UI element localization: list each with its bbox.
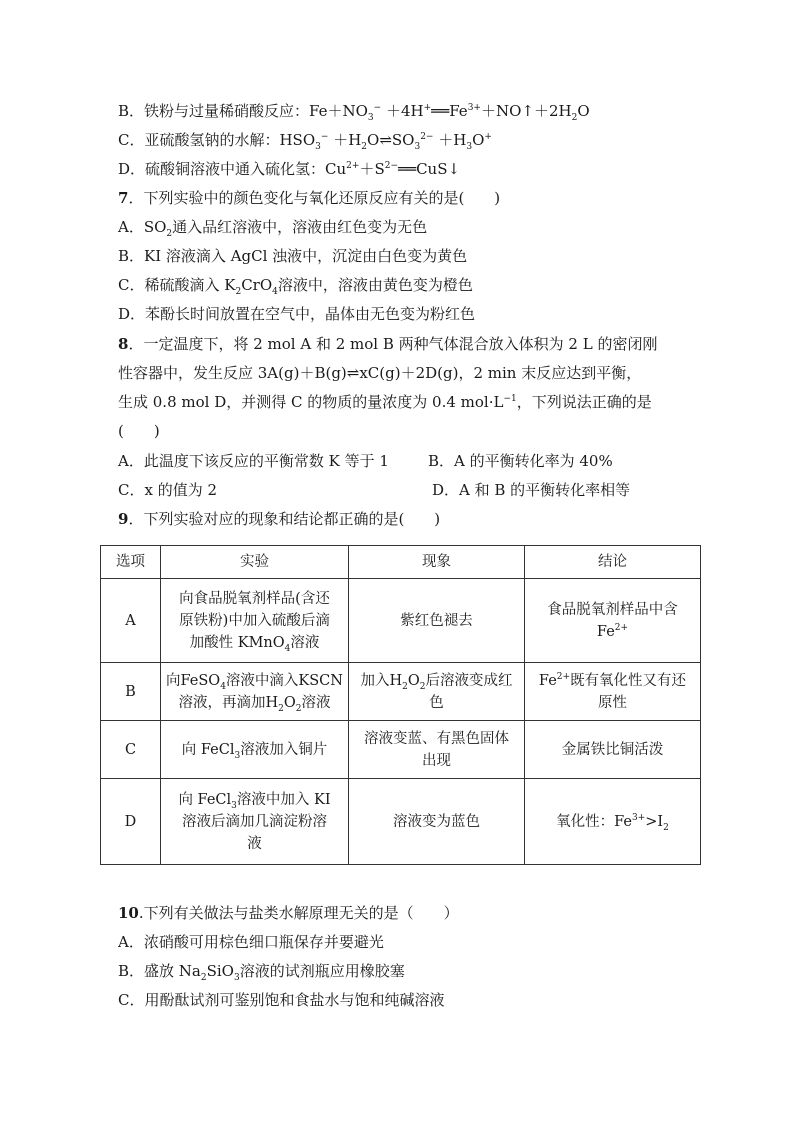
table-row bbox=[101, 721, 701, 779]
header-experiment: 实验 bbox=[161, 546, 349, 579]
table-header-row bbox=[101, 546, 701, 579]
row-experiment: 向食品脱氧剂样品(含还 原铁粉)中加入硫酸后滴 加酸性 KMnO$_4$溶液 bbox=[161, 579, 349, 663]
row-option: C bbox=[101, 721, 161, 779]
row-conclusion: 氧化性：$Fe^{3+}>I_2$ bbox=[525, 779, 701, 865]
row-experiment: 向 FeCl$_3$溶液加入铜片 bbox=[161, 721, 349, 779]
q7-number: 7 bbox=[118, 189, 129, 207]
row-experiment: 向FeSO$_4$溶液中滴入KSCN 溶液，再滴加$H_2O_2$溶液 bbox=[161, 663, 349, 721]
q8-stem-line2: 性容器中，发生反应 3A(g)＋B(g)⇌xC(g)＋2D(g)，2 min 末反应达到平衡， bbox=[118, 364, 642, 382]
q10-option-a: A．浓硝酸可用棕色细口瓶保存并要避光 bbox=[118, 933, 384, 951]
table-row bbox=[101, 579, 701, 663]
row-conclusion: 食品脱氧剂样品中含 $Fe^{2+}$ bbox=[525, 579, 701, 663]
q7-stem: 7．下列实验中的颜色变化与氧化还原反应有关的是( ) bbox=[118, 189, 501, 207]
q8-option-c: C．x 的值为 2 bbox=[118, 481, 218, 499]
q9-stem: 9．下列实验对应的现象和结论都正确的是( ) bbox=[118, 510, 441, 528]
q9-number: 9 bbox=[118, 510, 129, 528]
row-option: D bbox=[101, 779, 161, 865]
table-row bbox=[101, 663, 701, 721]
table-row bbox=[101, 779, 701, 865]
header-phenomenon: 现象 bbox=[349, 546, 525, 579]
row-phenomenon: 加入$H_2O_2$后溶液变成红 色 bbox=[349, 663, 525, 721]
q8-number: 8 bbox=[118, 335, 129, 353]
q8-stem-line3: 生成 0.8 mol D，并测得 C 的物质的量浓度为 0.4 $mol\cdot L^{-1}$，下列说法正确的是 bbox=[118, 393, 652, 411]
q7-option-c: C．稀硫酸滴入 $K_2CrO_4$溶液中，溶液由黄色变为橙色 bbox=[118, 276, 473, 297]
q8-option-b: B．A 的平衡转化率为 40% bbox=[428, 452, 613, 470]
row-option: A bbox=[101, 579, 161, 663]
row-experiment: 向 FeCl$_3$溶液中加入 KI 溶液后滴加几滴淀粉溶 液 bbox=[161, 779, 349, 865]
row-phenomenon: 紫红色褪去 bbox=[349, 579, 525, 663]
experiment-table bbox=[100, 545, 701, 865]
q7-option-d: D．苯酚长时间放置在空气中，晶体由无色变为粉红色 bbox=[118, 305, 476, 323]
row-phenomenon: 溶液变蓝、有黑色固体 出现 bbox=[349, 721, 525, 779]
q10-option-b: B．盛放 $Na_2SiO_3$溶液的试剂瓶应用橡胶塞 bbox=[118, 962, 405, 983]
q8-stem-line1: 8．一定温度下，将 2 mol A 和 2 mol B 两种气体混合放入体积为 2 L 的密闭刚 bbox=[118, 335, 658, 353]
q6-option-d: D．硫酸铜溶液中通入硫化氢：$Cu^{2+}+S^{2-}══CuS↓$ bbox=[118, 160, 461, 178]
q8-option-d: D．A 和 B 的平衡转化率相等 bbox=[432, 481, 631, 499]
q8-stem-line4: ( ) bbox=[118, 422, 160, 440]
row-phenomenon: 溶液变为蓝色 bbox=[349, 779, 525, 865]
q6-option-b: B．铁粉与过量稀硝酸反应：$Fe+NO_3^-$ $+4H^+══Fe^{3+}+NO↑+2H_2O$ bbox=[118, 102, 590, 123]
row-conclusion: 金属铁比铜活泼 bbox=[525, 721, 701, 779]
q8-option-a: A．此温度下该反应的平衡常数 K 等于 1 bbox=[118, 452, 389, 470]
row-conclusion: $Fe^{2+}$既有氧化性又有还 原性 bbox=[525, 663, 701, 721]
header-conclusion: 结论 bbox=[525, 546, 701, 579]
q10-number: 10 bbox=[118, 904, 139, 922]
q7-option-b: B．KI 溶液滴入 AgCl 浊液中，沉淀由白色变为黄色 bbox=[118, 247, 468, 265]
q10-stem: 10.下列有关做法与盐类水解原理无关的是（ ） bbox=[118, 904, 459, 922]
header-option: 选项 bbox=[101, 546, 161, 579]
row-option: B bbox=[101, 663, 161, 721]
q10-option-c: C．用酚酞试剂可鉴别饱和食盐水与饱和纯碱溶液 bbox=[118, 991, 445, 1009]
q6-option-c: C．亚硫酸氢钠的水解：$HSO_3^-$ $+H_2O\rightleftharpoons SO_3^{2-} +H_3O^+$ bbox=[118, 131, 492, 152]
q7-option-a: A．$SO_2$通入品红溶液中，溶液由红色变为无色 bbox=[118, 218, 428, 239]
